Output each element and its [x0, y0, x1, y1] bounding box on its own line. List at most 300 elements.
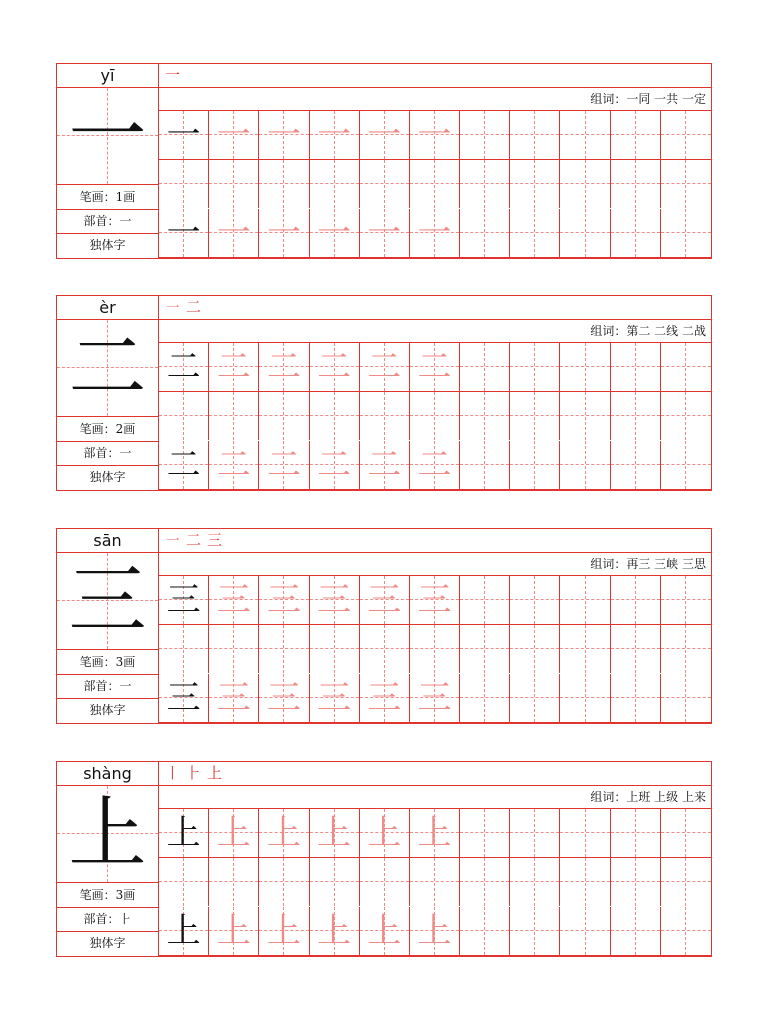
guide-line	[635, 907, 636, 955]
practice-cell[interactable]	[159, 441, 209, 489]
practice-area	[159, 762, 711, 956]
practice-cell[interactable]	[410, 674, 460, 722]
guide-line	[685, 441, 686, 489]
guide-line	[484, 343, 485, 391]
practice-cell[interactable]	[209, 209, 259, 257]
practice-cell[interactable]	[259, 907, 309, 955]
guide-line	[685, 674, 686, 722]
word-examples-text: 组词：一同 一共 一定	[590, 92, 706, 106]
practice-cell[interactable]	[560, 441, 610, 489]
guide-line	[283, 858, 284, 906]
practice-cell[interactable]	[259, 576, 309, 624]
practice-row	[159, 907, 711, 955]
practice-cell[interactable]	[310, 343, 360, 391]
guide-line	[334, 625, 335, 673]
guide-line	[484, 674, 485, 722]
practice-cell[interactable]	[510, 576, 560, 624]
guide-line	[183, 625, 184, 673]
trace-char: 三	[317, 678, 352, 718]
practice-cell[interactable]	[360, 907, 410, 955]
practice-cell[interactable]	[360, 111, 410, 159]
practice-cell[interactable]	[460, 674, 510, 722]
guide-line	[635, 441, 636, 489]
char-sheet	[56, 528, 712, 724]
practice-cell[interactable]	[360, 625, 410, 673]
practice-cell[interactable]	[560, 392, 610, 440]
practice-cell[interactable]	[510, 160, 560, 208]
guide-line	[484, 160, 485, 208]
practice-cell[interactable]	[410, 809, 460, 857]
practice-cell[interactable]	[661, 674, 711, 722]
practice-cell[interactable]	[360, 674, 410, 722]
practice-cell[interactable]	[159, 674, 209, 722]
practice-cell[interactable]	[410, 907, 460, 955]
practice-cell[interactable]	[661, 576, 711, 624]
trace-char: 上	[417, 813, 452, 853]
guide-line	[334, 858, 335, 906]
practice-cell[interactable]	[611, 111, 661, 159]
practice-cell[interactable]	[460, 809, 510, 857]
practice-cell[interactable]	[611, 576, 661, 624]
trace-char: 三	[417, 580, 452, 620]
trace-char: 二	[317, 445, 352, 485]
practice-cell[interactable]	[560, 111, 610, 159]
model-char-small: 一	[166, 213, 201, 253]
guide-line	[585, 111, 586, 159]
practice-cell[interactable]	[159, 343, 209, 391]
practice-cell[interactable]	[410, 858, 460, 906]
guide-line	[283, 625, 284, 673]
stroke-order-row	[159, 296, 711, 320]
practice-row	[159, 392, 711, 440]
practice-row	[159, 160, 711, 208]
trace-char: 一	[367, 213, 402, 253]
practice-cell[interactable]	[209, 160, 259, 208]
practice-cell[interactable]	[611, 209, 661, 257]
practice-cell[interactable]	[460, 392, 510, 440]
practice-cell[interactable]	[360, 576, 410, 624]
practice-cell[interactable]	[560, 809, 610, 857]
model-char-box	[57, 553, 158, 650]
guide-line	[484, 809, 485, 857]
guide-line	[534, 343, 535, 391]
practice-cell[interactable]	[410, 625, 460, 673]
practice-cell[interactable]	[661, 392, 711, 440]
stroke-order-row	[159, 762, 711, 786]
row-divider	[159, 955, 711, 956]
practice-cell[interactable]	[259, 392, 309, 440]
practice-cell[interactable]	[209, 576, 259, 624]
trace-char: 上	[216, 813, 251, 853]
practice-cell[interactable]	[661, 907, 711, 955]
practice-cell[interactable]	[410, 576, 460, 624]
trace-char: 三	[266, 580, 301, 620]
model-char-small: 二	[166, 347, 201, 387]
guide-line	[534, 160, 535, 208]
practice-cell[interactable]	[310, 858, 360, 906]
stroke-step: ㇐	[165, 531, 181, 549]
practice-cell[interactable]	[460, 111, 510, 159]
model-char: 二	[68, 323, 147, 413]
practice-cell[interactable]	[310, 111, 360, 159]
stroke-step: 二	[186, 531, 202, 549]
trace-char: 二	[266, 347, 301, 387]
practice-cell[interactable]	[560, 209, 610, 257]
practice-cell[interactable]	[360, 441, 410, 489]
guide-line	[384, 625, 385, 673]
practice-row	[159, 343, 711, 391]
guide-line	[685, 858, 686, 906]
stroke-order-row	[159, 64, 711, 88]
trace-char: 上	[216, 911, 251, 951]
practice-cell[interactable]	[460, 907, 510, 955]
model-char-small: 二	[166, 445, 201, 485]
practice-cell[interactable]	[460, 576, 510, 624]
guide-line	[484, 576, 485, 624]
practice-cell[interactable]	[259, 160, 309, 208]
guide-line	[484, 858, 485, 906]
model-char-small: 上	[166, 813, 201, 853]
practice-cell[interactable]	[310, 441, 360, 489]
practice-cell[interactable]	[560, 343, 610, 391]
practice-cell[interactable]	[661, 809, 711, 857]
practice-cell[interactable]	[661, 625, 711, 673]
char-info-column	[57, 762, 159, 956]
practice-cell[interactable]	[560, 858, 610, 906]
practice-cell[interactable]	[310, 907, 360, 955]
model-char: 三	[68, 556, 147, 646]
practice-cell[interactable]	[360, 160, 410, 208]
practice-cell[interactable]	[510, 111, 560, 159]
guide-line	[685, 392, 686, 440]
practice-cell[interactable]	[611, 674, 661, 722]
practice-cell[interactable]	[159, 111, 209, 159]
practice-cell[interactable]	[560, 625, 610, 673]
practice-cell[interactable]	[560, 576, 610, 624]
practice-cell[interactable]	[510, 392, 560, 440]
practice-cell[interactable]	[209, 625, 259, 673]
trace-char: 三	[216, 678, 251, 718]
practice-cell[interactable]	[159, 625, 209, 673]
guide-line	[585, 674, 586, 722]
structure-label: 独体字	[89, 470, 126, 484]
practice-cell[interactable]	[460, 441, 510, 489]
guide-line	[661, 697, 711, 698]
practice-cell[interactable]	[510, 907, 560, 955]
word-examples-text: 组词：再三 三峡 三思	[590, 557, 706, 571]
guide-line	[635, 576, 636, 624]
radical-label: 部首：⺊	[57, 907, 158, 932]
char-info-column	[57, 296, 159, 490]
pinyin-label: yī	[57, 64, 158, 88]
practice-cell[interactable]	[510, 343, 560, 391]
practice-cell[interactable]	[259, 809, 309, 857]
practice-cell[interactable]	[460, 625, 510, 673]
practice-cell[interactable]	[310, 576, 360, 624]
guide-line	[661, 930, 711, 931]
practice-cell[interactable]	[611, 809, 661, 857]
practice-cell[interactable]	[209, 809, 259, 857]
practice-cell[interactable]	[159, 858, 209, 906]
practice-cell[interactable]	[209, 111, 259, 159]
practice-cell[interactable]	[460, 160, 510, 208]
guide-line	[283, 160, 284, 208]
guide-line	[384, 392, 385, 440]
trace-char: 上	[317, 911, 352, 951]
guide-line	[685, 809, 686, 857]
practice-row	[159, 625, 711, 673]
trace-char: 二	[216, 347, 251, 387]
stroke-step: ㇐	[165, 298, 181, 316]
practice-cell[interactable]	[661, 441, 711, 489]
practice-cell[interactable]	[259, 441, 309, 489]
practice-cell[interactable]	[560, 674, 610, 722]
practice-cell[interactable]	[661, 343, 711, 391]
stroke-step: 丨	[165, 764, 181, 782]
guide-line	[635, 160, 636, 208]
trace-char: 二	[367, 445, 402, 485]
practice-cell[interactable]	[310, 674, 360, 722]
practice-cell[interactable]	[560, 907, 610, 955]
practice-cell[interactable]	[611, 441, 661, 489]
trace-char: 二	[417, 445, 452, 485]
guide-line	[534, 907, 535, 955]
guide-line	[484, 907, 485, 955]
practice-cell[interactable]	[209, 392, 259, 440]
guide-line	[534, 576, 535, 624]
guide-line	[635, 111, 636, 159]
word-examples	[159, 88, 711, 111]
practice-cell[interactable]	[510, 858, 560, 906]
practice-cell[interactable]	[159, 392, 209, 440]
guide-line	[434, 392, 435, 440]
practice-cell[interactable]	[259, 858, 309, 906]
guide-line	[334, 392, 335, 440]
guide-line	[183, 858, 184, 906]
practice-cell[interactable]	[410, 392, 460, 440]
guide-line	[661, 599, 711, 600]
guide-line	[534, 392, 535, 440]
practice-row	[159, 441, 711, 489]
word-examples	[159, 553, 711, 576]
trace-char: 二	[417, 347, 452, 387]
row-divider	[159, 489, 711, 490]
practice-cell[interactable]	[510, 441, 560, 489]
trace-char: 上	[266, 911, 301, 951]
char-sheet	[56, 63, 712, 259]
practice-cell[interactable]	[360, 343, 410, 391]
practice-cell[interactable]	[259, 343, 309, 391]
guide-line	[534, 674, 535, 722]
guide-line	[635, 858, 636, 906]
practice-cell[interactable]	[360, 209, 410, 257]
practice-cell[interactable]	[611, 858, 661, 906]
char-info-column	[57, 64, 159, 258]
trace-char: 三	[367, 580, 402, 620]
guide-line	[685, 160, 686, 208]
practice-cell[interactable]	[611, 392, 661, 440]
practice-cell[interactable]	[259, 209, 309, 257]
trace-char: 一	[417, 115, 452, 155]
guide-line	[384, 160, 385, 208]
word-examples	[159, 320, 711, 343]
guide-line	[484, 392, 485, 440]
practice-cell[interactable]	[611, 160, 661, 208]
practice-cell[interactable]	[510, 674, 560, 722]
word-examples-text: 组词：上班 上级 上来	[590, 790, 706, 804]
guide-line	[434, 625, 435, 673]
guide-line	[585, 625, 586, 673]
guide-line	[534, 625, 535, 673]
trace-char: 上	[417, 911, 452, 951]
trace-char: 一	[266, 115, 301, 155]
radical-label: 部首：一	[57, 674, 158, 699]
guide-line	[484, 209, 485, 257]
char-sheet	[56, 295, 712, 491]
practice-cell[interactable]	[410, 209, 460, 257]
practice-area	[159, 64, 711, 258]
practice-cell[interactable]	[259, 111, 309, 159]
practice-cell[interactable]	[661, 858, 711, 906]
guide-line	[661, 232, 711, 233]
practice-cell[interactable]	[510, 625, 560, 673]
trace-char: 上	[266, 813, 301, 853]
guide-line	[585, 160, 586, 208]
practice-cell[interactable]	[410, 343, 460, 391]
trace-char: 一	[216, 115, 251, 155]
practice-cell[interactable]	[611, 907, 661, 955]
trace-char: 三	[317, 580, 352, 620]
trace-char: 一	[317, 213, 352, 253]
pinyin-label: èr	[57, 296, 158, 320]
practice-cell[interactable]	[460, 209, 510, 257]
guide-line	[661, 648, 711, 649]
guide-line	[661, 134, 711, 135]
practice-cell[interactable]	[611, 343, 661, 391]
practice-cell[interactable]	[510, 809, 560, 857]
stroke-count-label: 笔画：2画	[57, 417, 158, 442]
guide-line	[661, 832, 711, 833]
guide-line	[585, 907, 586, 955]
guide-line	[635, 625, 636, 673]
practice-cell[interactable]	[310, 209, 360, 257]
practice-cell[interactable]	[209, 674, 259, 722]
practice-cell[interactable]	[259, 674, 309, 722]
model-char-box	[57, 786, 158, 883]
practice-cell[interactable]	[209, 441, 259, 489]
guide-line	[685, 625, 686, 673]
trace-char: 三	[417, 678, 452, 718]
guide-line	[585, 858, 586, 906]
practice-cell[interactable]	[661, 160, 711, 208]
guide-line	[661, 366, 711, 367]
trace-char: 二	[367, 347, 402, 387]
guide-line	[334, 160, 335, 208]
trace-char: 一	[417, 213, 452, 253]
model-char-small: 三	[166, 580, 201, 620]
guide-line	[661, 415, 711, 416]
guide-line	[183, 392, 184, 440]
guide-line	[685, 907, 686, 955]
practice-cell[interactable]	[410, 160, 460, 208]
practice-cell[interactable]	[661, 111, 711, 159]
practice-cell[interactable]	[310, 392, 360, 440]
guide-line	[283, 392, 284, 440]
practice-cell[interactable]	[159, 809, 209, 857]
practice-cell[interactable]	[310, 809, 360, 857]
stroke-step: 三	[207, 531, 223, 549]
practice-row	[159, 858, 711, 906]
guide-line	[534, 809, 535, 857]
guide-line	[685, 343, 686, 391]
practice-cell[interactable]	[560, 160, 610, 208]
model-char: 上	[68, 789, 147, 879]
practice-cell[interactable]	[360, 809, 410, 857]
guide-line	[585, 809, 586, 857]
radical-label: 部首：一	[57, 209, 158, 234]
practice-cell[interactable]	[209, 343, 259, 391]
stroke-step: 上	[207, 764, 223, 782]
guide-line	[233, 392, 234, 440]
stroke-step: 一	[165, 66, 181, 84]
practice-cell[interactable]	[159, 209, 209, 257]
practice-cell[interactable]	[310, 160, 360, 208]
guide-line	[534, 209, 535, 257]
guide-line	[233, 625, 234, 673]
practice-cell[interactable]	[259, 625, 309, 673]
guide-line	[534, 441, 535, 489]
practice-cell[interactable]	[360, 858, 410, 906]
guide-line	[685, 111, 686, 159]
practice-cell[interactable]	[159, 160, 209, 208]
structure-label: 独体字	[89, 703, 126, 717]
guide-line	[661, 464, 711, 465]
model-char-small: 一	[166, 115, 201, 155]
practice-cell[interactable]	[661, 209, 711, 257]
practice-cell[interactable]	[611, 625, 661, 673]
guide-line	[585, 576, 586, 624]
stroke-step: ⺊	[186, 764, 202, 782]
practice-cell[interactable]	[410, 111, 460, 159]
guide-line	[534, 858, 535, 906]
structure-label: 独体字	[89, 238, 126, 252]
guide-line	[434, 160, 435, 208]
practice-cell[interactable]	[460, 858, 510, 906]
practice-cell[interactable]	[159, 907, 209, 955]
practice-cell[interactable]	[360, 392, 410, 440]
practice-area	[159, 296, 711, 490]
practice-cell[interactable]	[310, 625, 360, 673]
guide-line	[484, 111, 485, 159]
model-char-box	[57, 320, 158, 417]
practice-cell[interactable]	[510, 209, 560, 257]
practice-cell[interactable]	[209, 858, 259, 906]
practice-cell[interactable]	[460, 343, 510, 391]
practice-cell[interactable]	[209, 907, 259, 955]
model-char-small: 三	[166, 678, 201, 718]
guide-line	[635, 343, 636, 391]
practice-row	[159, 576, 711, 624]
model-char-box	[57, 88, 158, 185]
practice-cell[interactable]	[410, 441, 460, 489]
guide-line	[585, 441, 586, 489]
trace-char: 三	[367, 678, 402, 718]
practice-cell[interactable]	[159, 576, 209, 624]
trace-char: 一	[367, 115, 402, 155]
guide-line	[233, 160, 234, 208]
stroke-count-label: 笔画：3画	[57, 883, 158, 908]
practice-row	[159, 674, 711, 722]
